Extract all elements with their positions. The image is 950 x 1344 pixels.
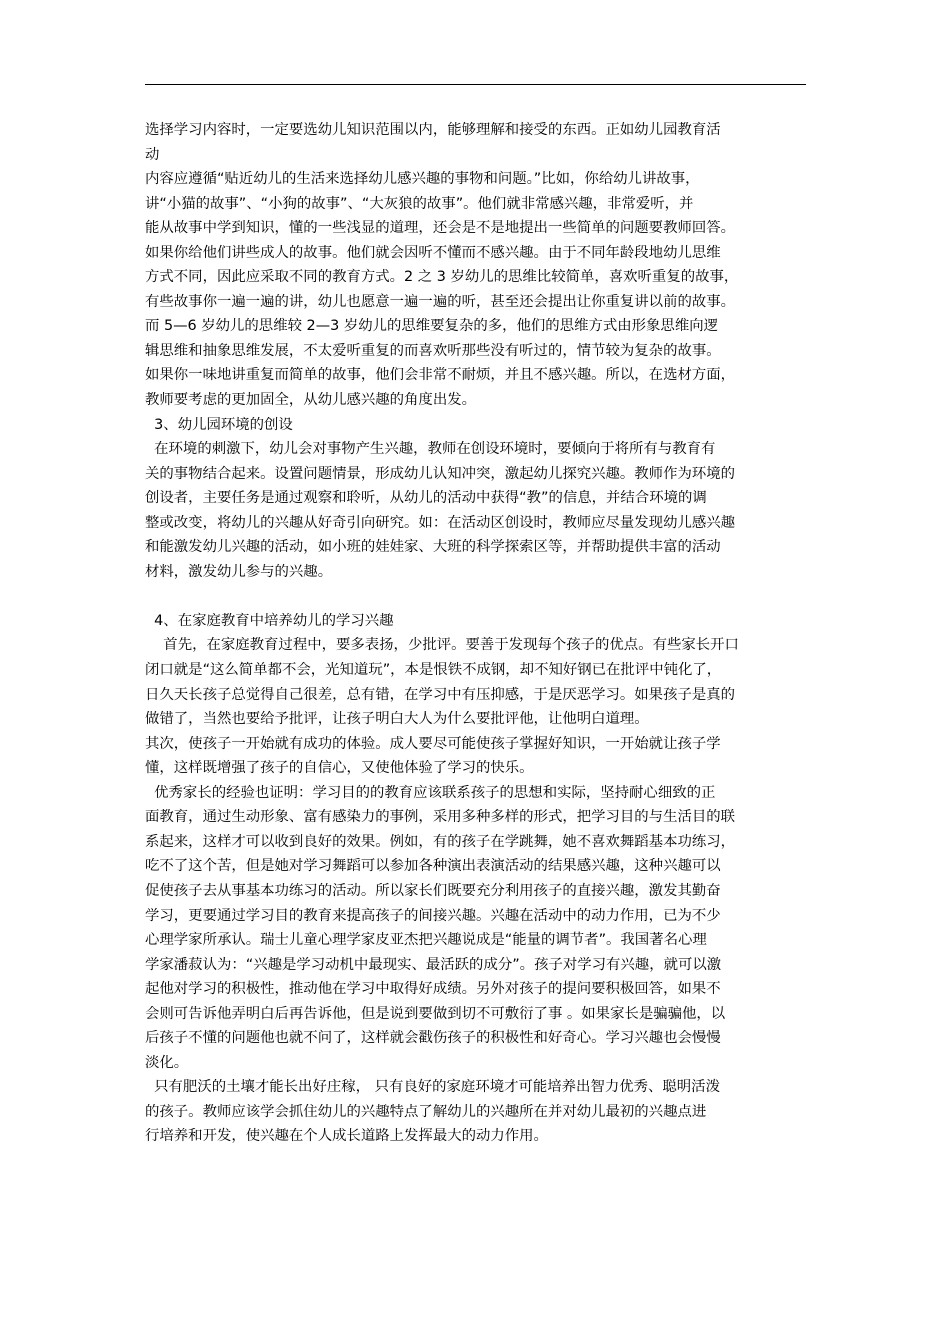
text-line: 只有肥沃的土壤才能长出好庄稼， 只有良好的家庭环境才可能培养出智力优秀、聪明活泼 [145,1079,720,1096]
text-line: 首先，在家庭教育过程中，要多表扬，少批评。要善于发现每个孩子的优点。有些家长开口 [145,637,739,654]
text-line: 行培养和开发，使兴趣在个人成长道路上发挥最大的动力作用。 [145,1128,548,1145]
text-line: 学家潘菽认为：“兴趣是学习动机中最现实、最活跃的成分”。孩子对学习有兴趣，就可以激 [145,956,722,973]
text-line: 3、幼儿园环境的创设 [145,416,293,433]
text-line: 优秀家长的经验也证明：学习目的的教育应该联系孩子的思想和实际，坚持耐心细致的正 [145,784,716,801]
text-line: 内容应遵循“贴近幼儿的生活来选择幼儿感兴趣的事物和问题。”比如，你给幼儿讲故事， [145,171,700,188]
text-line: 后孩子不懂的问题他也就不问了，这样就会戳伤孩子的积极性和好奇心。学习兴趣也会慢慢 [145,1030,721,1047]
text-line: 有些故事你一遍一遍的讲，幼儿也愿意一遍一遍的听，甚至还会提出让你重复讲以前的故事。 [145,293,736,310]
text-line: 创设者，主要任务是通过观察和聆听，从幼儿的活动中获得“教”的信息，并结合环境的调 [145,490,707,507]
text-line: 系起来，这样才可以收到良好的效果。例如，有的孩子在学跳舞，她不喜欢舞蹈基本功练习， [145,833,736,850]
text-line: 吃不了这个苦，但是她对学习舞蹈可以参加各种演出表演活动的结果感兴趣，这种兴趣可以 [145,858,721,875]
text-line: 教师要考虑的更加固全，从幼儿感兴趣的角度出发。 [145,392,476,409]
text-line: 懂，这样既增强了孩子的自信心，又使他体验了学习的快乐。 [145,760,534,777]
text-line: 起他对学习的积极性，推动他在学习中取得好成绩。另外对孩子的提问要积极回答，如果不 [145,981,721,998]
text-line: 能从故事中学到知识，懂的一些浅显的道理，还会是不是地提出一些简单的问题要教师回答。 [145,220,736,237]
text-line: 材料，激发幼儿参与的兴趣。 [145,563,333,580]
text-line: 学习，更要通过学习目的教育来提高孩子的间接兴趣。兴趣在活动中的动力作用，已为不少 [145,907,721,924]
text-line: 其次，使孩子一开始就有成功的体验。成人要尽可能使孩子掌握好知识，一开始就让孩子学 [145,735,721,752]
text-line: 而 5—6 岁幼儿的思维较 2—3 岁幼儿的思维要复杂的多，他们的思维方式由形象思维向逻 [145,318,718,335]
text-line: 如果你一味地讲重复而简单的故事，他们会非常不耐烦，并且不感兴趣。所以，在选材方面， [145,367,736,384]
text-line: 整或改变，将幼儿的兴趣从好奇引向研究。如：在活动区创设时，教师应尽量发现幼儿感兴趣 [145,514,736,531]
blank-line [145,584,815,609]
text-line: 动 [145,146,160,163]
text-line: 心理学家所承认。瑞士儿童心理学家皮亚杰把兴趣说成是“能量的调节者”。我国著名心理 [145,932,707,949]
document-body [145,118,815,1149]
text-line: 做错了，当然也要给予批评，让孩子明白大人为什么要批评他，让他明白道理。 [145,711,649,728]
text-line: 淡化。 [145,1054,189,1071]
text-line: 选择学习内容时，一定要选幼儿知识范围以内，能够理解和接受的东西。正如幼儿园教育活 [145,122,721,138]
text-line: 方式不同，因此应采取不同的教育方式。2 之 3 岁幼儿的思维比较简单，喜欢听重复的故事， [145,269,739,286]
text-line: 闭口就是“这么简单都不会，光知道玩”，本是恨铁不成钢，却不知好钢已在批评中钝化了， [145,662,722,679]
text-line: 讲“小猫的故事”、“小狗的故事”、“大灰狼的故事”。他们就非常感兴趣，非常爱听，并 [145,195,694,212]
header-rule [145,84,806,85]
text-line: 如果你给他们讲些成人的故事。他们就会因听不懂而不感兴趣。由于不同年龄段地幼儿思维 [145,244,721,261]
text-line: 在环境的刺激下，幼儿会对事物产生兴趣，教师在创设环境时，要倾向于将所有与教育有 [145,441,716,458]
text-line: 关的事物结合起来。设置问题情景，形成幼儿认知冲突，激起幼儿探究兴趣。教师作为环境的 [145,465,736,482]
text-line: 面教育，通过生动形象、富有感染力的事例，采用多种多样的形式，把学习目的与生活目的联 [145,809,736,826]
text-line: 促使孩子去从事基本功练习的活动。所以家长们既要充分利用孩子的直接兴趣，激发其勤奋 [145,882,721,899]
text-line: 会则可告诉他弄明白后再告诉他，但是说到要做到切不可敷衍了事 。如果家长是骗骗他，以 [145,1005,726,1022]
text-line: 日久天长孩子总觉得自己很差，总有错，在学习中有压抑感，于是厌恶学习。如果孩子是真的 [145,686,736,703]
text-line: 和能激发幼儿兴趣的活动，如小班的娃娃家、大班的科学探索区等，并帮助提供丰富的活动 [145,539,721,556]
text-line: 4、在家庭教育中培养幼儿的学习兴趣 [145,612,394,629]
text-line: 的孩子。教师应该学会抓住幼儿的兴趣特点了解幼儿的兴趣所在并对幼儿最初的兴趣点进 [145,1103,707,1120]
text-line: 辑思维和抽象思维发展，不太爱听重复的而喜欢听那些没有听过的，情节较为复杂的故事。 [145,342,721,359]
